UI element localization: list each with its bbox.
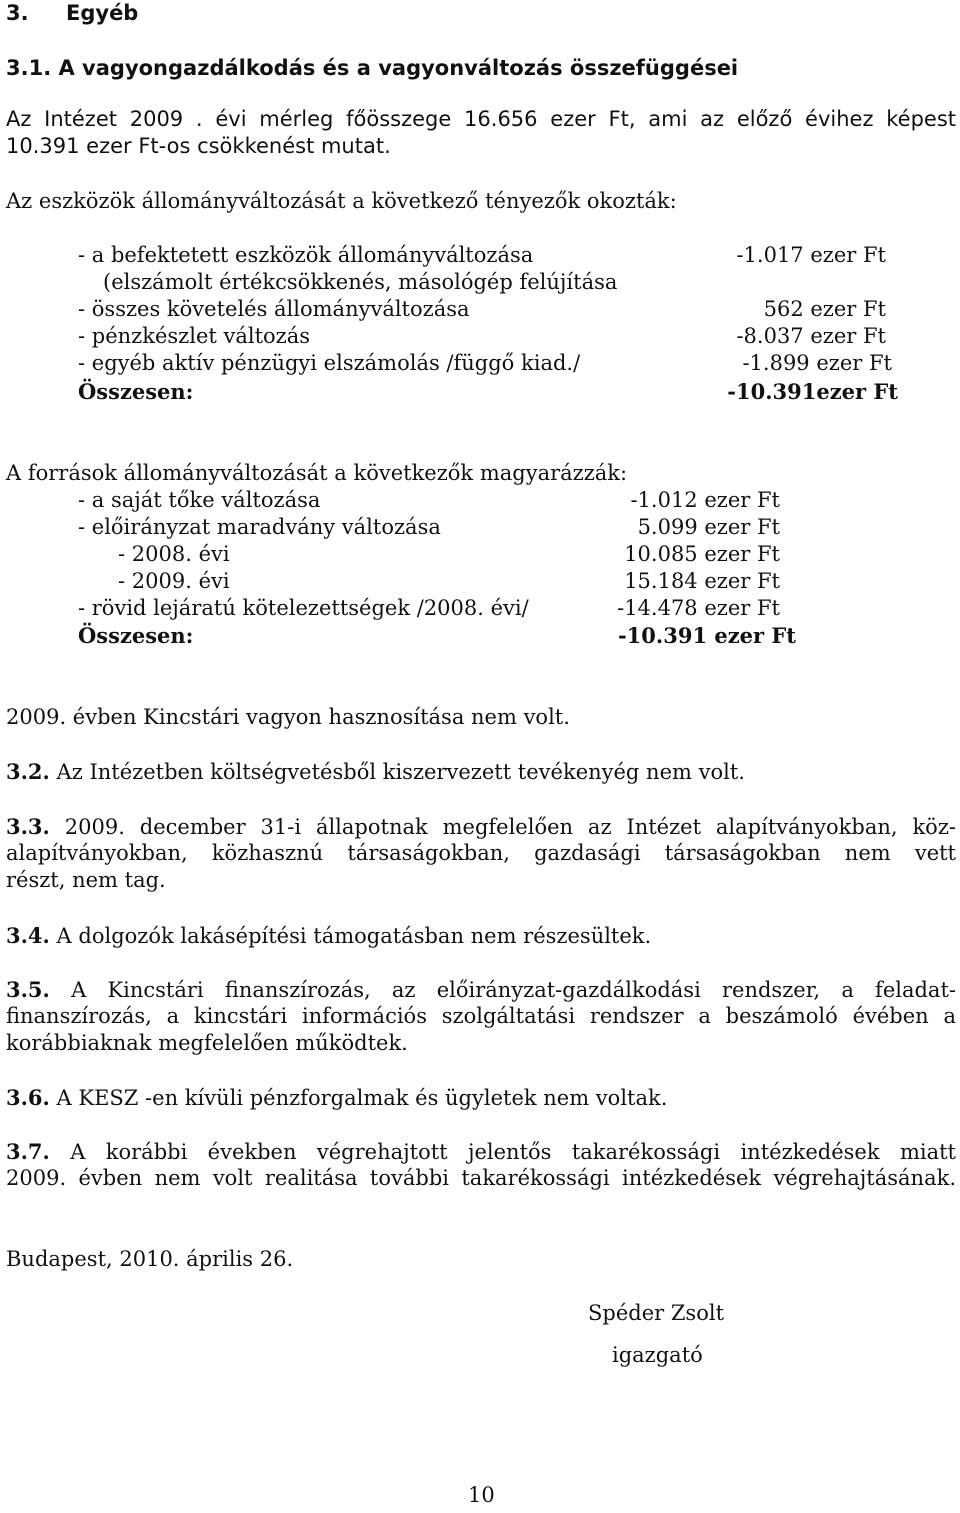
section-3-6 — [6, 1084, 667, 1112]
sources-row-amount: 10.085 ezer Ft — [624, 542, 780, 566]
chapter-title: Egyéb — [66, 1, 139, 25]
page-number: 10 — [468, 1483, 495, 1507]
section-number: 3.3. — [6, 814, 50, 839]
chapter-number: 3. — [6, 1, 29, 25]
section-3-1-title: 3.1. A vagyongazdálkodás és a vagyonváltozás összefüggései — [6, 56, 739, 80]
assets-row-label: - pénzkészlet változás — [78, 324, 311, 348]
sources-row-label: - 2008. évi — [118, 542, 230, 566]
section-number: 3.6. — [6, 1085, 50, 1110]
assets-row-amount: -8.037 ezer Ft — [736, 324, 886, 348]
section-number: 3.4. — [6, 923, 50, 948]
section-3-3-line-2: alapítványokban, közhasznú társaságokban, gazdasági társaságokban nem vett — [6, 841, 956, 865]
assets-intro: Az eszközök állományváltozását a következő tényezők okozták: — [6, 189, 677, 213]
assets-row-amount: -1.017 ezer Ft — [736, 243, 886, 267]
assets-row-label: - egyéb aktív pénzügyi elszámolás /függő kiad./ — [78, 351, 581, 375]
assets-row-label: (elszámolt értékcsökkenés, másológép felújítása — [103, 270, 618, 294]
section-text: A Kincstári finanszírozás, az előirányzat-gazdálkodási rendszer, a feladat- — [71, 978, 956, 1002]
section-number: 3.5. — [6, 977, 50, 1002]
assets-row-amount: 562 ezer Ft — [763, 297, 886, 321]
assets-row-label: - összes követelés állományváltozása — [78, 297, 470, 321]
section-3-5-line-3: korábbiaknak megfelelően működtek. — [6, 1031, 408, 1055]
section-3-5-line-2: finanszírozás, a kincstári információs szolgáltatási rendszer a beszámoló évében a — [6, 1004, 956, 1028]
section-3-5-line-1 — [6, 976, 956, 1004]
section-3-4 — [6, 922, 651, 950]
section-number: 3.7. — [6, 1139, 50, 1164]
sources-row-amount: 5.099 ezer Ft — [637, 515, 780, 539]
sources-row-amount: -14.478 ezer Ft — [617, 596, 780, 620]
section-text: A dolgozók lakásépítési támogatásban nem részesültek. — [56, 924, 652, 948]
sources-row-label: - előirányzat maradvány változása — [78, 515, 441, 539]
sources-row-label: - a saját tőke változása — [78, 488, 321, 512]
signature-name: Spéder Zsolt — [588, 1301, 725, 1325]
signature-title: igazgató — [612, 1343, 703, 1367]
place-date: Budapest, 2010. április 26. — [6, 1247, 294, 1271]
kincstari-note: 2009. évben Kincstári vagyon hasznosítása nem volt. — [6, 705, 570, 729]
sources-total-amount: -10.391 ezer Ft — [617, 623, 796, 648]
assets-total-label: Összesen: — [78, 379, 194, 404]
intro-line-1: Az Intézet 2009 . évi mérleg főösszege 16.656 ezer Ft, ami az előző évihez képest — [6, 107, 956, 131]
sources-intro: A források állományváltozását a következők magyarázzák: — [6, 461, 628, 485]
section-3-7-line-2: 2009. évben nem volt realitása további takarékossági intézkedések végrehajtásának. — [6, 1166, 956, 1190]
section-3-7-line-1 — [6, 1138, 956, 1166]
section-text: A korábbi években végrehajtott jelentős takarékossági intézkedések miatt — [70, 1140, 956, 1164]
sources-row-amount: -1.012 ezer Ft — [630, 488, 780, 512]
section-number: 3.2. — [6, 759, 50, 784]
section-text: A KESZ -en kívüli pénzforgalmak és ügyletek nem voltak. — [56, 1086, 668, 1110]
sources-total-label: Összesen: — [78, 623, 194, 648]
assets-row-amount: -1.899 ezer Ft — [742, 351, 892, 375]
intro-line-2: 10.391 ezer Ft-os csökkenést mutat. — [6, 134, 391, 158]
section-text: 2009. december 31-i állapotnak megfelelően az Intézet alapítványokban, köz- — [64, 815, 956, 839]
sources-row-label: - 2009. évi — [118, 569, 230, 593]
assets-row-label: - a befektetett eszközök állományváltozása — [78, 243, 534, 267]
section-3-3-line-3: részt, nem tag. — [6, 868, 166, 892]
section-3-2 — [6, 758, 745, 786]
sources-row-label: - rövid lejáratú kötelezettségek /2008. évi/ — [78, 596, 529, 620]
assets-total-amount: -10.391ezer Ft — [727, 379, 898, 404]
section-text: Az Intézetben költségvetésből kiszervezett tevékenyég nem volt. — [56, 760, 745, 784]
sources-row-amount: 15.184 ezer Ft — [624, 569, 780, 593]
section-3-3-line-1 — [6, 813, 956, 841]
